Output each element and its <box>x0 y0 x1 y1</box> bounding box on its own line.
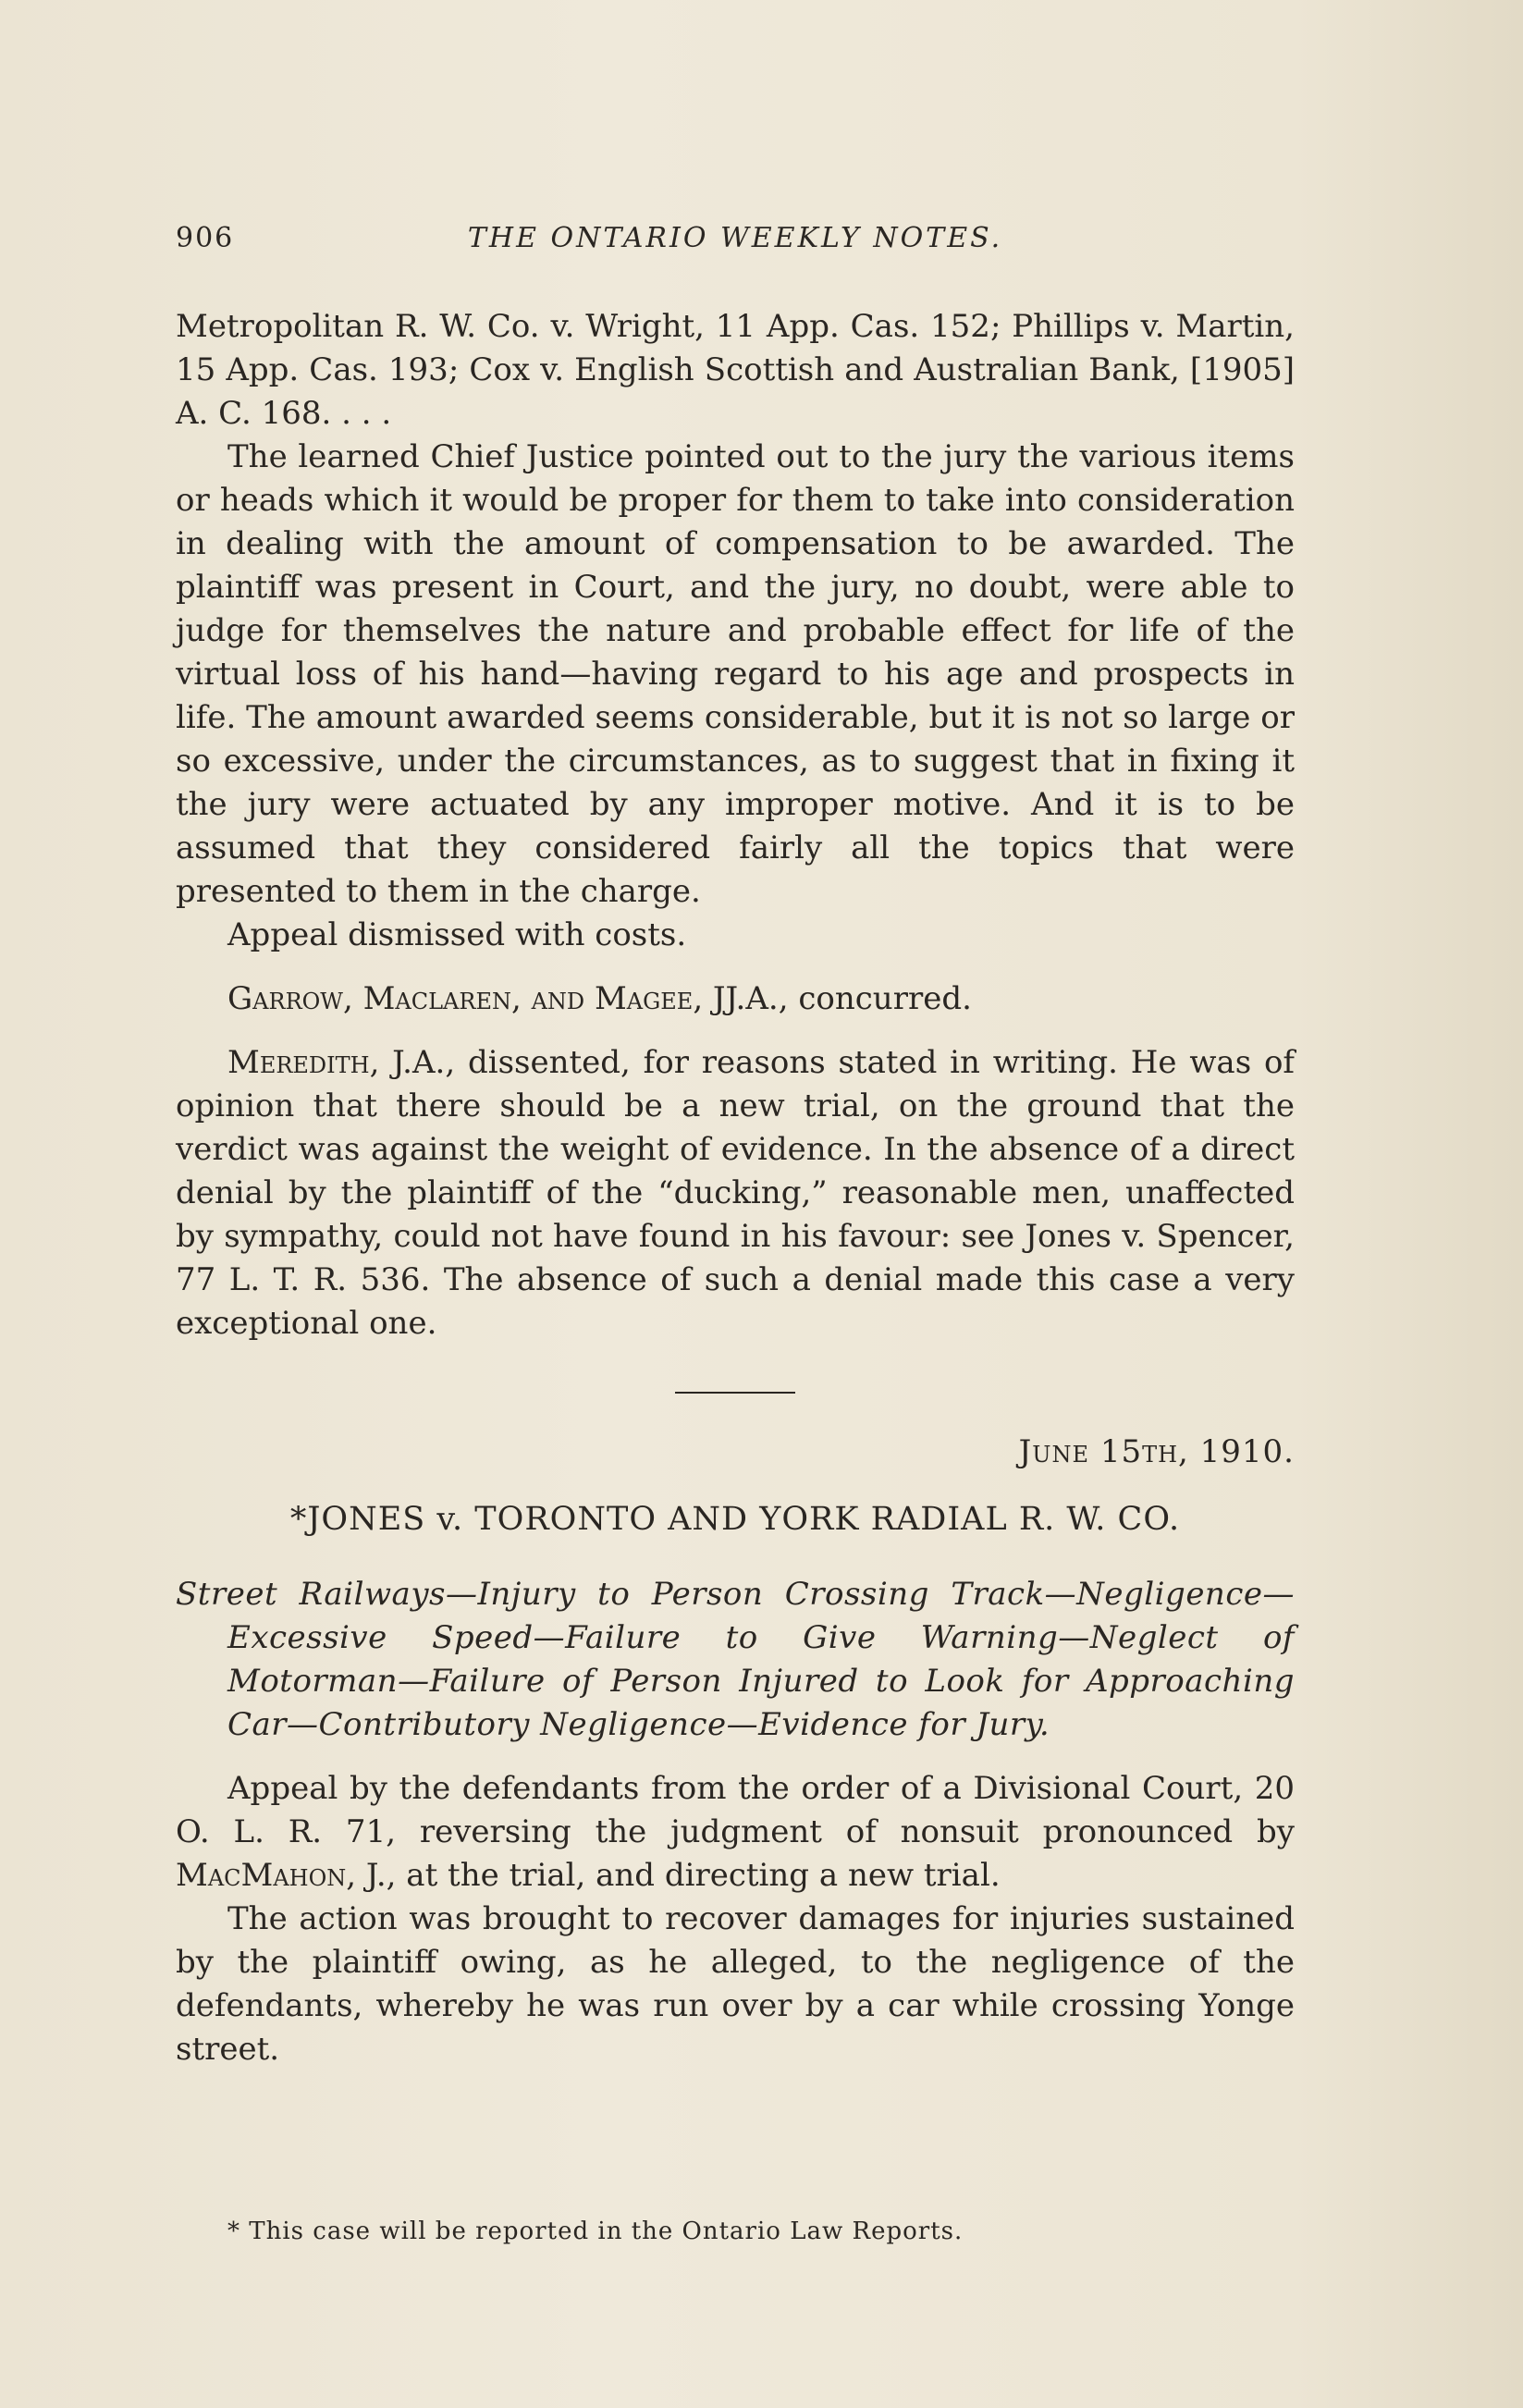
dissent-text: dissented, for reasons stated in writing. He was of opinion that there should be a new trial, on the ground that the verdict was against the weight of evidence. In the absence of a direct denial by the plaintiff of the “ducking,” reasonable men, unaffected by sympathy, could not have found in his favour: see Jones v. Spencer, 77 L. T. R. 536. The absence of such a denial made this case a very exceptional one. <box>176 1044 1295 1342</box>
concurrence-paragraph <box>176 977 1295 1021</box>
appeal-paragraph <box>176 1767 1295 1898</box>
running-title: THE ONTARIO WEEKLY NOTES. <box>467 222 1003 254</box>
concurrence-text: concurred. <box>798 980 972 1017</box>
judgment-paragraph: The learned Chief Justice pointed out to the jury the various items or heads which it would be proper for them to take into consideration in dealing with the amount of compensation to be awarded. The plaintiff was present in Court, and the jury, no doubt, were able to judge for themselves the nature and probable effect for life of the virtual loss of his hand—having regard to his age and prospects in life. The amount awarded seems considerable, but it is not so large or so excessive, under the circumstances, as to suggest that in fixing it the jury were actuated by any improper motive. And it is to be assumed that they considered fairly all the topics that were presented to them in the charge. <box>176 438 1295 910</box>
decision-date: June 15th, 1910. <box>1018 1433 1295 1470</box>
appeal-text-end: at the trial, and directing a new trial. <box>406 1857 1001 1894</box>
appeal-text-start: Appeal by the defendants from the order of a Divisional Court, 20 O. L. R. 71, reversing the judgment of nonsuit pronounced by <box>176 1770 1295 1850</box>
case-title: *JONES v. TORONTO AND YORK RADIAL R. W. CO. <box>289 1501 1181 1538</box>
concurring-judges: Garrow, Maclaren, and Magee, JJ.A., <box>227 980 789 1017</box>
catchwords: Street Railways—Injury to Person Crossing Track—Negligence—Excessive Speed—Failure to Give Warning—Neglect of Motorman—Failure of Person Injured to Look for Approaching Car—Contributory Negligence—Evidence for Jury. <box>176 1576 1295 1743</box>
action-paragraph: The action was brought to recover damages for injuries sustained by the plaintiff owing, as he alleged, to the negligence of the defendants, whereby he was run over by a car while crossing Yonge street. <box>176 1900 1295 2068</box>
trial-judge: MacMahon, J., <box>176 1857 397 1894</box>
dissent-paragraph <box>176 1041 1295 1345</box>
citation-paragraph: Metropolitan R. W. Co. v. Wright, 11 App. Cas. 152; Phillips v. Martin, 15 App. Cas. 193; Cox v. English Scottish and Australian Bank, [1905] A. C. 168. . . . <box>176 308 1295 432</box>
dissenting-judge: Meredith, J.A., <box>227 1044 456 1081</box>
section-divider <box>675 1392 795 1394</box>
page-number: 906 <box>176 222 235 254</box>
page-body <box>176 305 1295 2071</box>
footnote: * This case will be reported in the Ontario Law Reports. <box>227 2218 964 2245</box>
page-header <box>176 222 1295 268</box>
disposition-line: Appeal dismissed with costs. <box>227 916 687 953</box>
